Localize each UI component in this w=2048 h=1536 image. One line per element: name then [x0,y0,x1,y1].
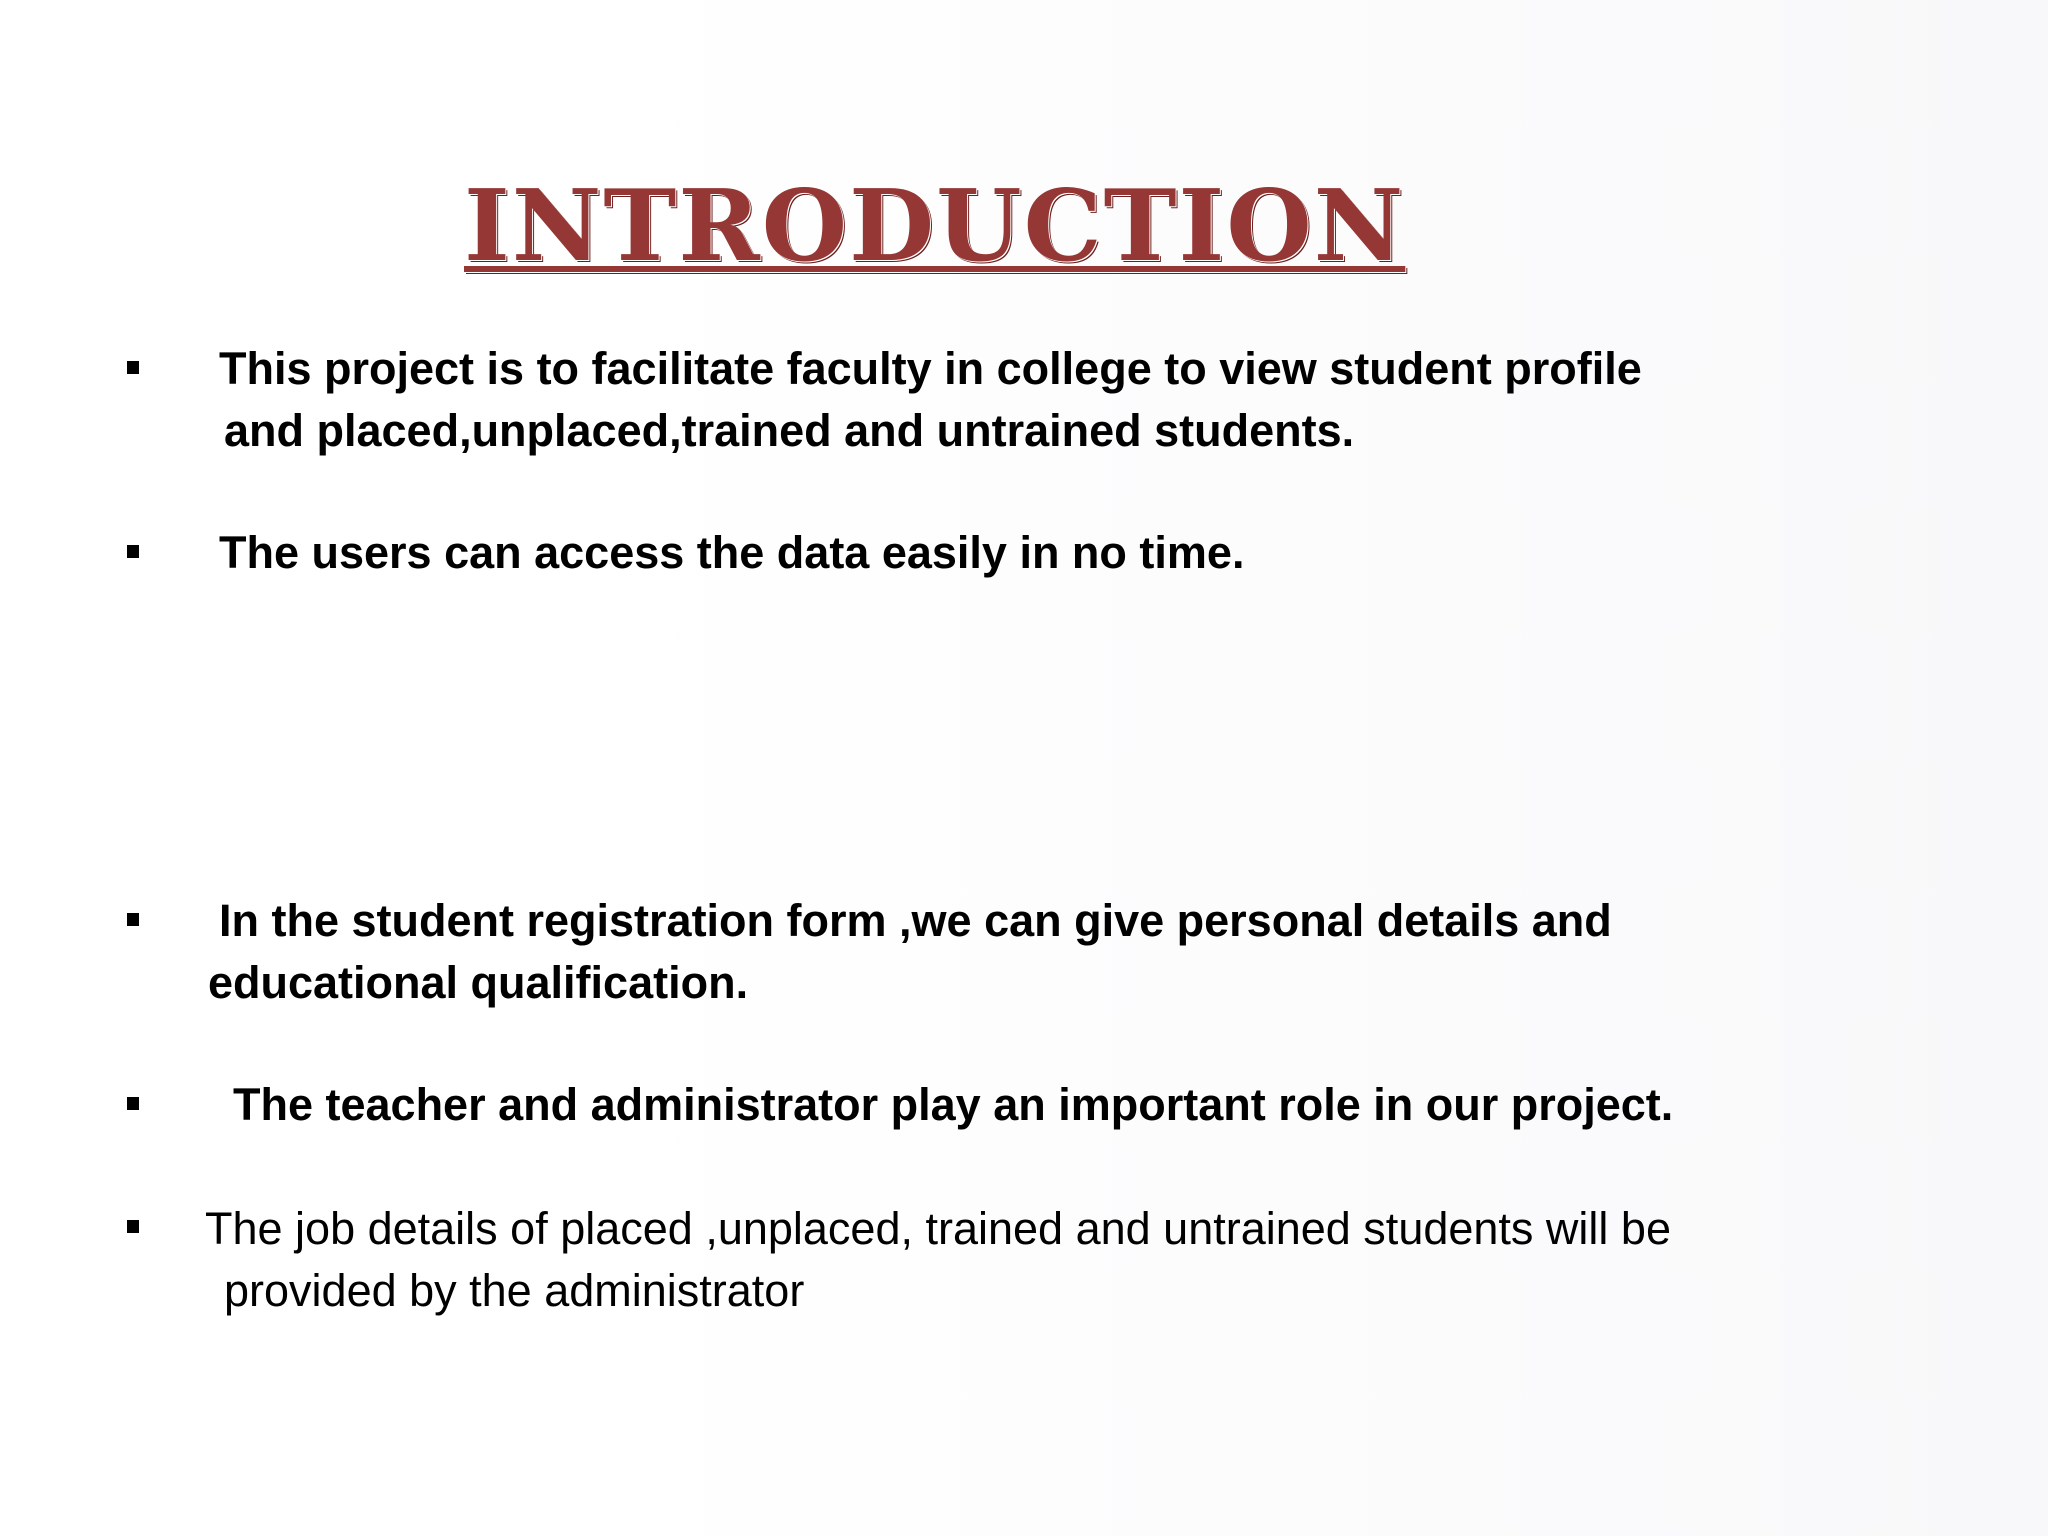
slide-title: INTRODUCTION [464,169,1406,284]
bullet-text-4 [0,1074,1673,1136]
bullet-1-line-1: This project is to facilitate faculty in college to view student profile [219,343,1642,394]
bullet-text-2 [0,522,1244,584]
bullet-3-line-2: educational qualification. [208,957,749,1008]
bullet-1-line-2: and placed,unplaced,trained and untrained students. [224,405,1355,456]
bullet-4-line-1: The teacher and administrator play an important role in our project. [233,1079,1674,1130]
bullet-5-line-1: The job details of placed ,unplaced, trained and untrained students will be [205,1203,1671,1254]
bullet-5-line-2: provided by the administrator [224,1265,805,1316]
bullet-text-3 [0,890,1612,1014]
bullet-2-line-1: The users can access the data easily in no time. [219,527,1245,578]
bullet-text-5 [0,1198,1671,1322]
bullet-text-1 [0,338,1642,462]
bullet-3-line-1: In the student registration form ,we can give personal details and [219,895,1612,946]
